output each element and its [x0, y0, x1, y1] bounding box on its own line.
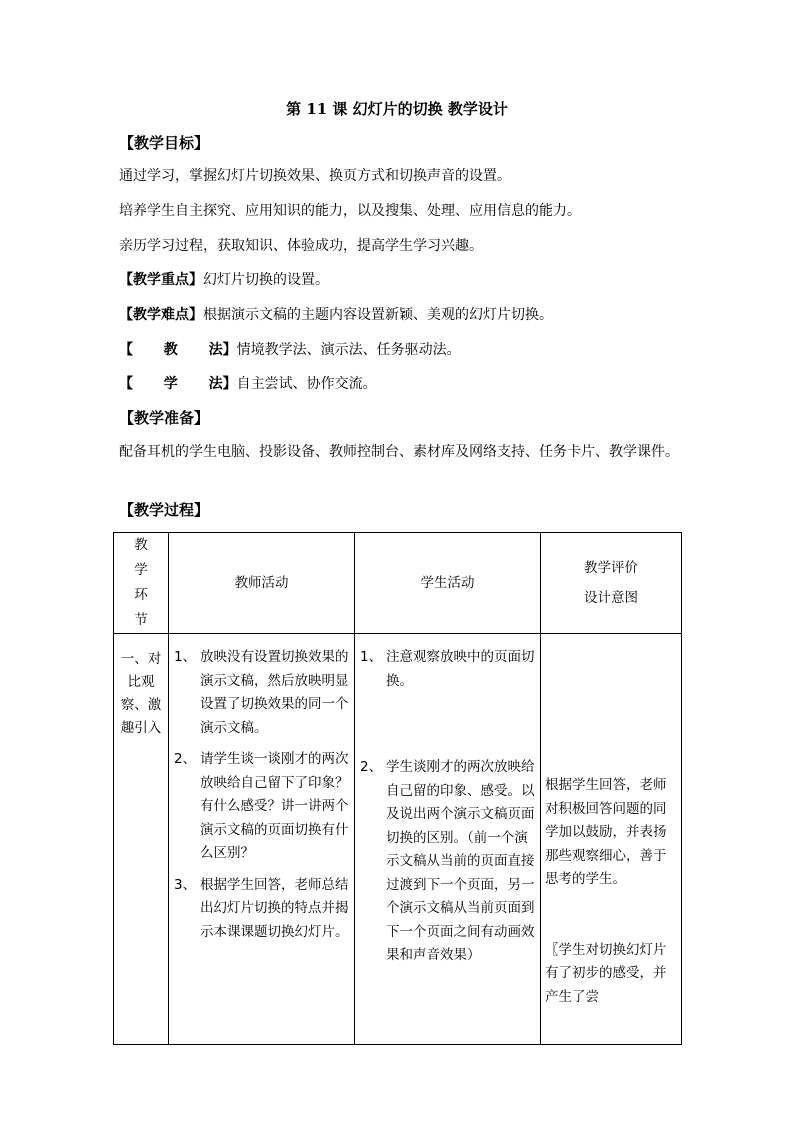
difficulty-text: 根据演示文稿的主题内容设置新颖、美观的幻灯片切换。: [203, 307, 553, 323]
goal-item-1: 通过学习，掌握幻灯片切换效果、换页方式和切换声音的设置。: [119, 168, 511, 184]
learning-method-label-a: 【学: [119, 376, 209, 392]
header-student: 学生活动: [355, 533, 541, 634]
difficulty: [119, 304, 679, 326]
goal-item-2: 培养学生自主探究、应用知识的能力，以及搜集、处理、应用信息的能力。: [119, 203, 581, 219]
evaluation-text-1: 根据学生回答，老师对积极回答问题的同学加以鼓励，并表扬那些观察细心，善于思考的学生。: [545, 777, 667, 887]
step-number: 1、: [174, 649, 197, 665]
table-row: [114, 634, 682, 1045]
student-step-2: [360, 756, 536, 968]
step-number: 1、: [360, 649, 383, 665]
step-text: 注意观察放映中的页面切换。: [386, 649, 535, 689]
stage-cell: 一、对比观察、激趣引入: [114, 634, 169, 1045]
evaluation-text-2: 〖学生对切换幻灯片有了初步的感受，并产生了尝: [545, 941, 667, 1005]
preparation-heading: 【教学准备】: [119, 409, 210, 427]
teacher-step-3: [174, 874, 349, 945]
header-eval-line2: 设计意图: [584, 589, 638, 606]
teaching-method-label-a: 【教: [119, 342, 209, 358]
step-text: 放映没有设置切换效果的演示文稿，然后放映明显设置了切换效果的同一个演示文稿。: [200, 649, 349, 736]
process-heading: 【教学过程】: [119, 501, 210, 519]
teaching-method-label-b: 法】: [208, 342, 237, 358]
step-text: 请学生谈一谈刚才的两次放映给自己留下了印象？有什么感受？讲一讲两个演示文稿的页面切换有什么区别？: [200, 751, 349, 861]
teaching-method-text: 情境教学法、演示法、任务驱动法。: [236, 342, 461, 358]
teacher-step-2: [174, 748, 349, 866]
step-number: 3、: [174, 876, 197, 893]
step-text: 学生谈刚才的两次放映给自己留的印象、感受。以及说出两个演示文稿页面切换的区别。（前一个演示文稿从当前的页面直接过渡到下一个页面，另一个演示文稿从当前页面到下一个页面之间有动画效果和声音效果）: [386, 759, 535, 963]
student-step-1: [360, 646, 536, 693]
teacher-step-1: [174, 646, 349, 740]
key-point-label: 【教学重点】: [119, 272, 203, 288]
step-number: 2、: [360, 759, 383, 775]
difficulty-label: 【教学难点】: [119, 307, 203, 323]
learning-method: [119, 373, 679, 395]
step-text: 根据学生回答，老师总结出幻灯片切换的特点并揭示本课课题切换幻灯片。: [200, 876, 349, 940]
learning-method-text: 自主尝试、协作交流。: [236, 376, 377, 392]
page-title: 第 11 课 幻灯片的切换 教学设计: [286, 100, 508, 118]
header-eval: [541, 533, 682, 634]
learning-method-label-b: 法】: [208, 376, 237, 392]
process-table: [113, 532, 682, 1045]
goal-item-3: 亲历学习过程，获取知识、体验成功，提高学生学习兴趣。: [119, 238, 483, 254]
teacher-activity-cell: [169, 634, 355, 1045]
header-teacher: 教师活动: [169, 533, 355, 634]
evaluation-cell: [541, 634, 682, 1045]
table-header-row: [114, 533, 682, 634]
key-point-text: 幻灯片切换的设置。: [203, 272, 329, 288]
teaching-method: [119, 339, 679, 361]
preparation-text: 配备耳机的学生电脑、投影设备、教师控制台、素材库及网络支持、任务卡片、教学课件。: [119, 444, 679, 460]
student-activity-cell: [355, 634, 541, 1045]
step-number: 2、: [174, 751, 197, 767]
header-eval-line1: 教学评价: [584, 559, 638, 576]
goals-heading: 【教学目标】: [119, 134, 210, 152]
header-stage: 教学环节: [114, 533, 169, 634]
key-point: [119, 269, 679, 291]
